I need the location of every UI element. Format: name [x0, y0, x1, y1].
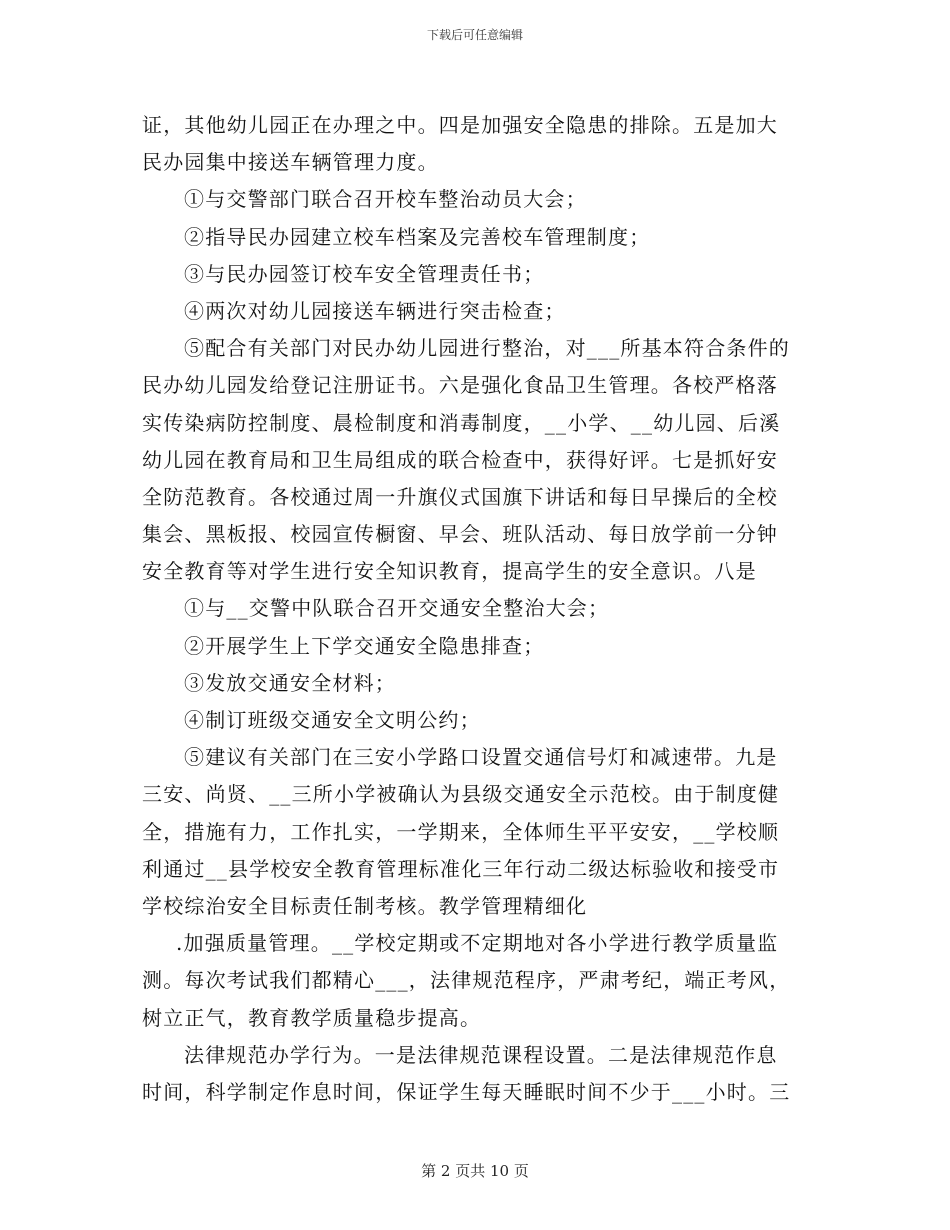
text-line: 测。每次考试我们都精心___，法律规范程序，严肃考纪，端正考风，	[142, 968, 791, 993]
list-item: ①与交警部门联合召开校车整治动员大会；	[184, 187, 587, 212]
page-header: 下载后可任意编辑	[426, 28, 523, 42]
list-item: ⑤建议有关部门在三安小学路口设置交通信号灯和减速带。九是	[184, 745, 778, 770]
text-line: 全，措施有力，工作扎实，一学期来，全体师生平平安安，__学校顺	[142, 819, 780, 844]
list-item: ③发放交通安全材料；	[184, 670, 396, 695]
page-footer: 第 2 页共 10 页	[421, 1162, 529, 1180]
text-line: 幼儿园在教育局和卫生局组成的联合检查中，获得好评。七是抓好安	[142, 447, 778, 472]
text-line: .加强质量管理。__学校定期或不定期地对各小学进行教学质量监	[176, 931, 779, 956]
text-line: 集会、黑板报、校园宣传橱窗、早会、班队活动、每日放学前一分钟	[142, 522, 778, 547]
text-line: 民办幼儿园发给登记注册证书。六是强化食品卫生管理。各校严格落	[142, 373, 778, 398]
text-line: 全防范教育。各校通过周一升旗仪式国旗下讲话和每日早操后的全校	[142, 484, 778, 509]
text-line: 树立正气，教育教学质量稳步提高。	[142, 1005, 482, 1030]
list-item: ③与民办园签订校车安全管理责任书；	[184, 261, 545, 286]
list-item: ④制订班级交通安全文明公约；	[184, 708, 481, 732]
text-line: 民办园集中接送车辆管理力度。	[142, 150, 439, 175]
text-line: 时间，科学制定作息时间，保证学生每天睡眠时间不少于___小时。三	[142, 1079, 791, 1104]
text-line: 实传染病防控制度、晨检制度和消毒制度，__小学、__幼儿园、后溪	[142, 410, 781, 435]
text-line: 利通过__县学校安全教育管理标准化三年行动二级达标验收和接受市	[142, 856, 780, 881]
document-body	[142, 107, 812, 1111]
text-line: 安全教育等对学生进行安全知识教育，提高学生的安全意识。八是	[142, 559, 757, 584]
text-line: 学校综治安全目标责任制考核。教学管理精细化	[142, 893, 588, 918]
text-line: 三安、尚贤、__三所小学被确认为县级交通安全示范校。由于制度健	[142, 782, 780, 807]
text-line: 证，其他幼儿园正在办理之中。四是加强安全隐患的排除。五是加大	[142, 113, 778, 137]
text-line: 法律规范办学行为。一是法律规范课程设置。二是法律规范作息	[184, 1042, 778, 1067]
list-item: ⑤配合有关部门对民办幼儿园进行整治，对___所基本符合条件的	[184, 336, 790, 361]
list-item: ②指导民办园建立校车档案及完善校车管理制度；	[184, 224, 651, 249]
list-item: ②开展学生上下学交通安全隐患排查；	[184, 633, 545, 658]
list-item: ①与__交警中队联合召开交通安全整治大会；	[184, 596, 610, 621]
list-item: ④两次对幼儿园接送车辆进行突击检查；	[184, 298, 566, 323]
